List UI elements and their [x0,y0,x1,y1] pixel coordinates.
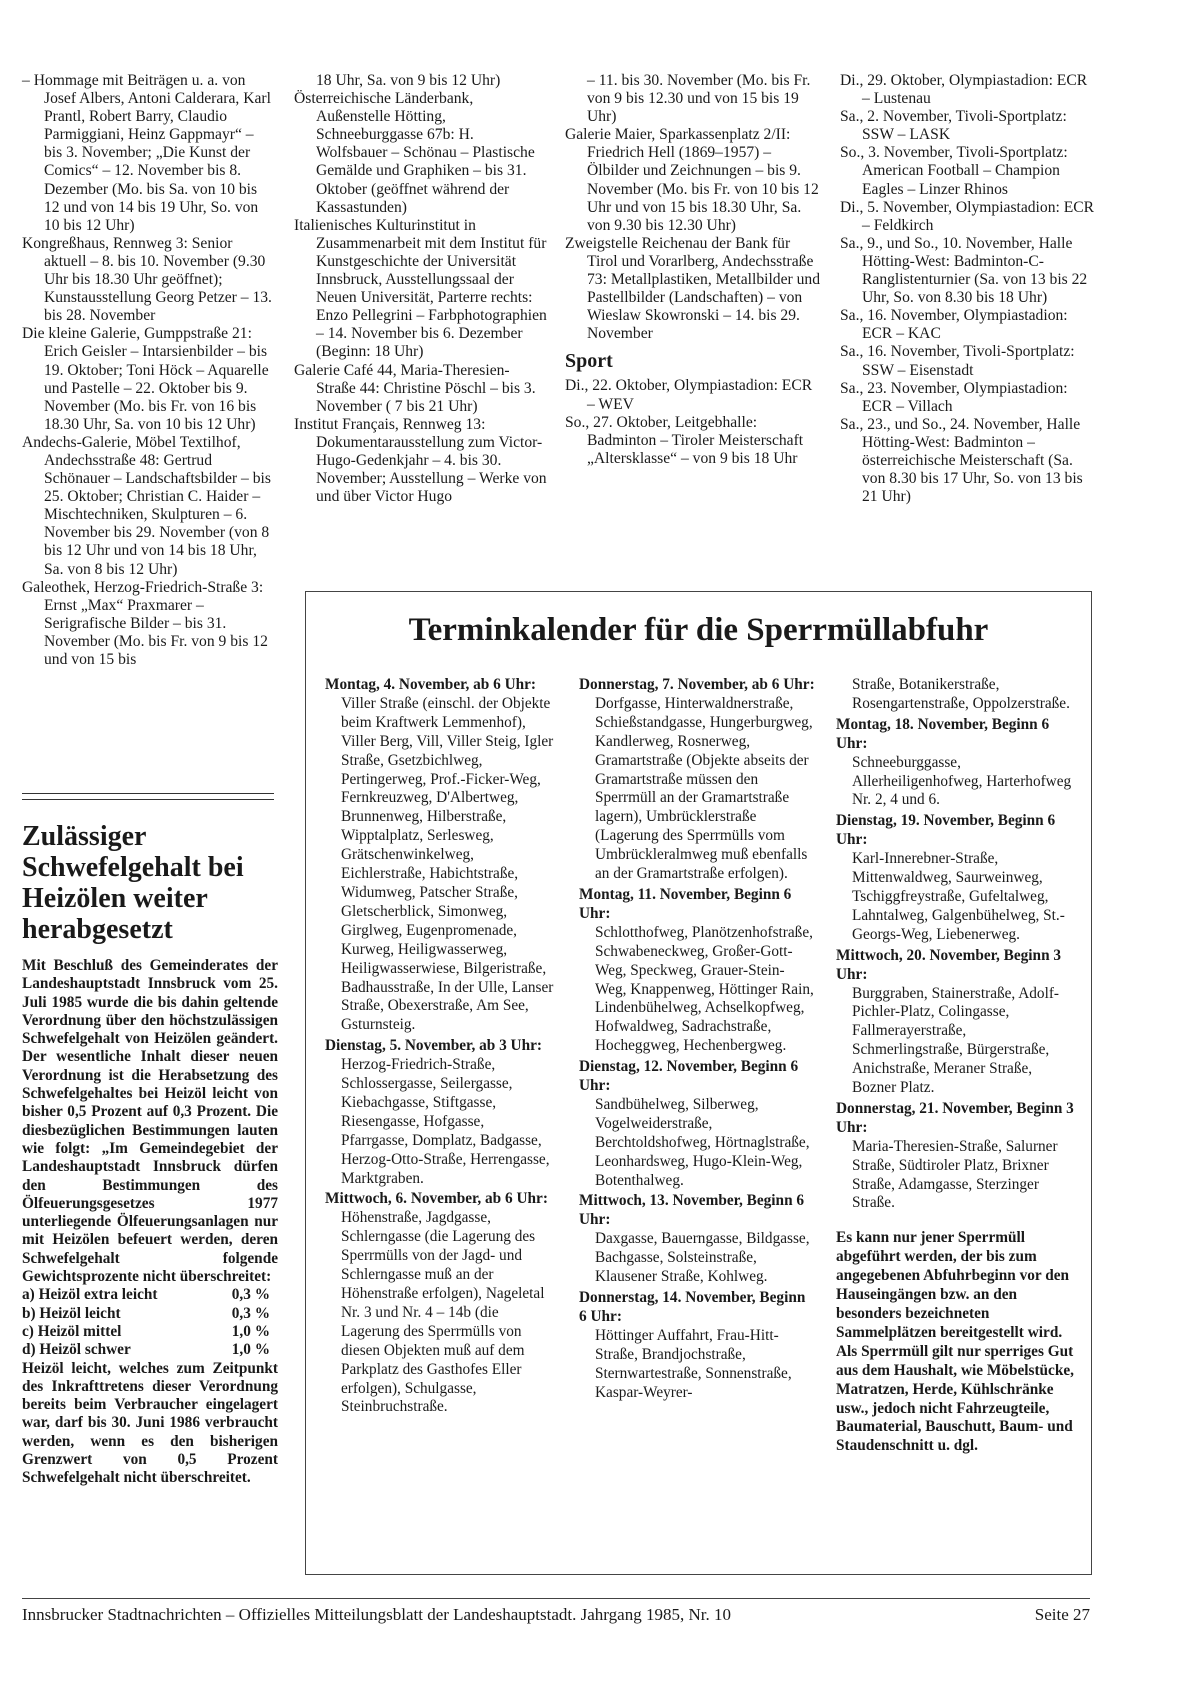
sport-heading: Sport [565,350,613,373]
article-title: Zulässiger Schwefelgehalt bei Heizölen weiter herabgesetzt [22,821,244,945]
sport-entry: Di., 22. Oktober, Olympiastadion: ECR – WEV [565,377,813,413]
pickup-streets: Burggraben, Stainerstraße, Adolf-Pichler-Platz, Colingasse, Fallmerayerstraße, Schmerlingstraße, Bürgerstraße, Anichstraße, Meraner Straße, Bozner Platz. [852,984,1060,1097]
column-exhibitions-2 [294,72,548,506]
exhibition-entry: Galerie Café 44, Maria-Theresien-Straße 44: Christine Pöschl – bis 3. November ( 7 bis 21 Uhr) [294,361,536,415]
exhibition-entry: Zweigstelle Reichenau der Bank für Tirol und Vorarlberg, Andechsstraße 73: Metallplastiken, Metallbilder und Pastellbilder (Landschaften) – von Wieslaw Skowronski – 14. bis 29. November [565,234,820,343]
pickup-date: Montag, 18. November, Beginn 6 Uhr: [836,715,1050,752]
pickup-streets: Schneeburggasse, Allerheiligenhofweg, Harterhofweg Nr. 2, 4 und 6. [852,753,1072,809]
page-number: Seite 27 [1034,1605,1090,1624]
sport-entry: Sa., 23., und So., 24. November, Halle Hötting-West: Badminton – österreichische Meisterschaft (Sa. von 8.30 bis 17 Uhr, So. von 13 bis 21 Uhr) [840,415,1083,506]
publication-line: Innsbrucker Stadtnachrichten – Offizielles Mitteilungsblatt der Landeshauptstadt. Jahrgang 1985, Nr. 10 [22,1605,731,1624]
calendar-title: Terminkalender für die Sperrmüllabfuhr [408,612,989,648]
pickup-streets: Dorfgasse, Hinterwaldnerstraße, Schießstandgasse, Hungerburgweg, Kandlerweg, Rosnerweg, Gramartstraße (Objekte abseits der Gramartstraße müssen den Sperrmüll an der Gramartstraße lagern), Umbrücklerstraße (Lagerung des Sperrmülls vom Umbrückleralmweg muß ebenfalls an der Gramartstraße erfolgen). [595,694,813,883]
pickup-date: Donnerstag, 14. November, Beginn 6 Uhr: [579,1289,806,1325]
footer-divider [22,1598,1090,1599]
exhibition-entry: Andechs-Galerie, Möbel Textilhof, Andechsstraße 48: Gertrud Schönauer – Landschaftsbilder – bis 25. Oktober; Christian C. Haider – Mischtechniken, Skulpturen – 6. November bis 29. November (von 8 bis 12 Uhr und von 14 bis 18 Uhr, Sa. von 8 bis 12 Uhr) [22,433,271,578]
fuel-type: d) Heizöl schwer [22,1341,131,1359]
pickup-date: Mittwoch, 13. November, Beginn 6 Uhr: [579,1192,805,1229]
page-footer [22,1604,1090,1626]
sulfur-row [22,1286,278,1304]
sport-entry: Sa., 16. November, Olympiastadion: ECR – KAC [840,307,1068,343]
sulfur-value: 0,3 % [231,1304,270,1322]
pickup-date: Dienstag, 19. November, Beginn 6 Uhr: [836,812,1056,849]
sulfur-row [22,1323,278,1341]
sport-entry: So., 27. Oktober, Leitgebhalle: Badminton – Tiroler Meisterschaft „Altersklasse“ – von 9 bis 18 Uhr [565,413,804,467]
pickup-date: Mittwoch, 20. November, Beginn 3 Uhr: [836,946,1062,983]
calendar-column-2 [579,676,815,1404]
pickup-streets: Karl-Innerebner-Straße, Mittenwaldweg, Saurweinweg, Tschiggfreystraße, Gufeltalweg, Lahntalweg, Galgenbühelweg, St.-Georgs-Weg, Liebenerweg. [852,850,1065,943]
sulfur-row [22,1341,278,1359]
pickup-date: Dienstag, 5. November, ab 3 Uhr: [325,1037,542,1055]
sport-entry: Sa., 2. November, Tivoli-Sportplatz: SSW – LASK [840,108,1067,144]
sport-entry: Di., 29. Oktober, Olympiastadion: ECR – Lustenau [840,72,1088,108]
heizoel-article [22,821,278,1488]
column-exhibitions-sport [565,72,822,468]
pickup-streets: Daxgasse, Bauerngasse, Bildgasse, Bachgasse, Solsteinstraße, Klausener Straße, Kohlweg. [595,1230,810,1286]
pickup-streets: Viller Straße (einschl. der Objekte beim Kraftwerk Lemmenhof), Viller Berg, Vill, Viller Steig, Igler Straße, Gsetzbichlweg, Pertingerweg, Prof.-Ficker-Weg, Fernkreuzweg, D'Albertweg, Brunnenweg, Hilberstraße, Wipptalplatz, Serlesweg, Grätschenwinkelweg, Eichlerstraße, Habichtstraße, Widumweg, Patscher Straße, Gletscherblick, Simonweg, Girglweg, Eugenpromenade, Kurweg, Heiligwasserweg, Heiligwasserwiese, Bilgeristraße, Badhausstraße, In der Ulle, Lanser Straße, Obexerstraße, Am See, Gsturnsteig. [341,694,554,1034]
pickup-streets: Schlotthofweg, Planötzenhofstraße, Schwabeneckweg, Großer-Gott-Weg, Speckweg, Grauer-Stein-Weg, Knappenweg, Höttinger Rain, Lindenbühelweg, Achselkopfweg, Hofwaldweg, Sadrachstraße, Hocheggweg, Hechenbergweg. [595,923,814,1055]
sport-entry: Sa., 16. November, Tivoli-Sportplatz: SSW – Eisenstadt [840,343,1075,379]
exhibition-entry: Italienisches Kulturinstitut in Zusammenarbeit mit dem Institut für Kunstgeschichte der Universität Innsbruck, Ausstellungssaal der Neuen Universität, Parterre rechts: Enzo Pellegrini – Farbphotographien – 14. November bis 6. Dezember (Beginn: 18 Uhr) [294,216,547,361]
exhibition-entry: Institut Français, Rennweg 13: Dokumentarausstellung zum Victor-Hugo-Gedenkjahr – 4. bis 30. November; Ausstellung – Werke von und über Victor Hugo [294,415,547,506]
sulfur-value: 0,3 % [231,1286,270,1304]
pickup-streets-continuation: Straße, Botanikerstraße, Rosengartenstraße, Oppolzerstraße. [852,676,1070,712]
article-body-tail: Heizöl leicht, welches zum Zeitpunkt des Inkrafttretens dieser Verordnung bereits beim Verbraucher eingelagert war, darf bis 30. Juni 1986 verbraucht werden, wenn es den bisherigen Grenzwert von 0,5 Prozent Schwefelgehalt nicht überschreitet. [22,1359,278,1487]
sulfur-value: 1,0 % [231,1341,270,1359]
sulfur-row [22,1305,278,1323]
exhibition-entry: Die kleine Galerie, Gumppstraße 21: Erich Geisler – Intarsienbilder – bis 19. Oktober; Toni Höck – Aquarelle und Pastelle – 22. Oktober bis 9. November (Mo. bis Fr. von 16 bis 18.30 Uhr, Sa. von 10 bis 12 Uhr) [22,325,269,433]
article-body: Mit Beschluß des Gemeinderates der Landeshauptstadt Innsbruck vom 25. Juli 1985 wurde die bis dahin geltende Verordnung über den höchstzulässigen Schwefelgehalt von Heizölen geändert. Der wesentliche Inhalt dieser neuen Verordnung ist die Herabsetzung des Schwefelgehaltes bei Heizöl leicht von bisher 0,5 Prozent auf 0,3 Prozent. Die diesbezüglichen Bestimmungen lauten wie folgt: „Im Gemeindegebiet der Landeshauptstadt Innsbruck dürfen den Bestimmungen des Ölfeuerungsgesetzes 1977 unterliegende Ölfeuerungsanlagen nur mit Heizölen befeuert werden, deren Schwefelgehalt folgende Gewichtsprozente nicht überschreitet: [22,957,278,1286]
column-sport [840,72,1095,506]
calendar-note: Es kann nur jener Sperrmüll abgeführt werden, der bis zum angegebenen Abfuhrbeginn vor den Hauseingängen bzw. an den besonders bezeichneten Sammelplätzen bereitgestellt wird. Als Sperrmüll gilt nur sperriges Gut aus dem Haushalt, wie Möbelstücke, Matratzen, Herde, Kühlschränke usw., jedoch nicht Fahrzeugteile, Baumaterial, Bauschutt, Baum- und Staudenschnitt u. dgl. [836,1229,1074,1455]
pickup-date: Donnerstag, 21. November, Beginn 3 Uhr: [836,1099,1074,1136]
sulfur-value: 1,0 % [231,1322,270,1340]
pickup-streets: Höhenstraße, Jagdgasse, Schlerngasse (die Lagerung des Sperrmülls von der Jagd- und Schlerngasse muß an der Höhenstraße erfolgen), Nageletal Nr. 3 und Nr. 4 – 14b (die Lagerung des Sperrmülls von diesen Objekten muß auf dem Parkplatz des Gasthofes Eller erfolgen), Schulgasse, Steinbruchstraße. [341,1209,545,1416]
exhibition-continuation: 18 Uhr, Sa. von 9 bis 12 Uhr) [316,72,501,89]
fuel-type: c) Heizöl mittel [22,1322,122,1340]
sperrmuell-calendar-box [305,591,1092,1575]
sport-entry: Sa., 23. November, Olympiastadion: ECR – Villach [840,379,1068,415]
pickup-streets: Maria-Theresien-Straße, Salurner Straße, Südtiroler Platz, Brixner Straße, Adamgasse, Sterzinger Straße. [852,1137,1058,1212]
sport-entry: Di., 5. November, Olympiastadion: ECR – Feldkirch [840,198,1095,234]
exhibition-entry: Kongreßhaus, Rennweg 3: Senior aktuell – 8. bis 10. November (9.30 Uhr bis 18.30 Uhr geöffnet); Kunstausstellung Georg Petzer – 13. bis 28. November [22,234,272,325]
pickup-date: Montag, 4. November, ab 6 Uhr: [325,676,537,693]
exhibition-entry: Österreichische Länderbank, Außenstelle Hötting, Schneeburggasse 67b: H. Wolfsbauer – Schönau – Plastische Gemälde und Graphiken – bis 31. Oktober (geöffnet während der Kassastunden) [294,90,535,216]
exhibition-entry: Galerie Maier, Sparkassenplatz 2/II: Friedrich Hell (1869–1957) – Ölbilder und Zeichnungen – bis 9. November (Mo. bis Fr. von 10 bis 12 Uhr und von 15 bis 18.30 Uhr, Sa. von 9.30 bis 12.30 Uhr) [565,126,819,234]
column-exhibitions-1 [22,72,274,669]
calendar-column-1 [325,676,555,1419]
section-divider [22,793,274,800]
pickup-streets: Höttinger Auffahrt, Frau-Hitt-Straße, Brandjochstraße, Sternwartestraße, Sonnenstraße, Kaspar-Weyrer- [595,1326,792,1401]
sport-entry: So., 3. November, Tivoli-Sportplatz: American Football – Champion Eagles – Linzer Rhinos [840,144,1068,198]
pickup-date: Montag, 11. November, Beginn 6 Uhr: [579,885,792,922]
sport-entry: Sa., 9., und So., 10. November, Halle Hötting-West: Badminton-C-Ranglistenturnier (Sa. von 13 bis 22 Uhr, So. von 8.30 bis 18 Uhr) [840,234,1088,307]
pickup-streets: Herzog-Friedrich-Straße, Schlossergasse, Seilergasse, Kiebachgasse, Stiftgasse, Riesengasse, Hofgasse, Pfarrgasse, Domplatz, Badgasse, Herzog-Otto-Straße, Herrengasse, Marktgraben. [341,1056,550,1187]
fuel-type: b) Heizöl leicht [22,1304,121,1322]
pickup-date: Donnerstag, 7. November, ab 6 Uhr: [579,676,815,693]
calendar-column-3 [836,676,1075,1456]
pickup-date: Mittwoch, 6. November, ab 6 Uhr: [325,1190,548,1208]
exhibition-entry: – Hommage mit Beiträgen u. a. von Josef Albers, Antoni Calderara, Karl Prantl, Robert Barry, Claudio Parmiggiani, Heinz Gappmayr“ – bis 3. November; „Die Kunst der Comics“ – 12. November bis 8. Dezember (Mo. bis Sa. von 10 bis 12 und von 14 bis 19 Uhr, So. von 10 bis 12 Uhr) [22,72,271,234]
fuel-type: a) Heizöl extra leicht [22,1286,158,1304]
pickup-streets: Sandbühelweg, Silberweg, Vogelweiderstraße, Berchtoldshofweg, Hörtnaglstraße, Leonhardsweg, Hugo-Klein-Weg, Botenthalweg. [595,1095,810,1189]
exhibition-continuation: – 11. bis 30. November (Mo. bis Fr. von 9 bis 12.30 und von 15 bis 19 Uhr) [587,72,811,126]
exhibition-entry: Galeothek, Herzog-Friedrich-Straße 3: Ernst „Max“ Praxmarer – Serigrafische Bilder – bis 31. November (Mo. bis Fr. von 9 bis 12 und von 15 bis [22,578,268,668]
pickup-date: Dienstag, 12. November, Beginn 6 Uhr: [579,1058,799,1095]
